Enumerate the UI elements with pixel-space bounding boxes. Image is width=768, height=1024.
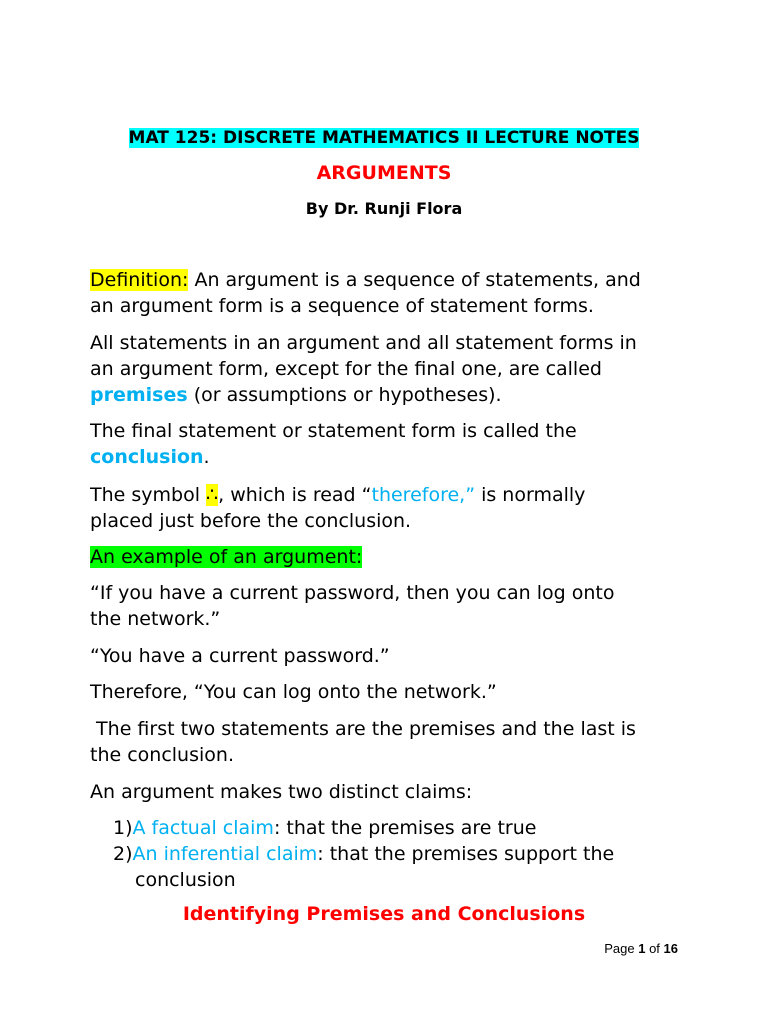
definition-text: An argument is a sequence of statements, and: [188, 269, 641, 291]
page-number-footer: [604, 941, 678, 956]
author-line: By Dr. Runji Flora: [305, 199, 463, 218]
claim-term: An inferential claim: [132, 843, 318, 865]
definition-line-2: an argument form is a sequence of statement forms.: [90, 295, 594, 317]
example-statement-3: Therefore, “You can log onto the network.”: [90, 681, 497, 703]
claim-rest: : that the premises support the: [317, 843, 615, 865]
definition-label: Definition:: [90, 269, 189, 291]
symbol-middle: , which is read “: [218, 484, 372, 506]
symbol-line-1: [90, 482, 585, 508]
example-statement-1-line-2: the network.”: [90, 608, 221, 630]
claim-number: 2): [113, 843, 133, 865]
total-pages: 16: [663, 941, 678, 956]
premises-line-3: [90, 382, 502, 408]
therefore-symbol: ∴: [206, 484, 219, 506]
premises-line-1: All statements in an argument and all statement forms in: [90, 332, 637, 354]
current-page: 1: [638, 941, 646, 956]
definition-line-1: [90, 267, 641, 293]
topic-title: ARGUMENTS: [316, 162, 452, 184]
conclusion-line-2: [90, 444, 210, 470]
example-heading: An example of an argument:: [90, 546, 363, 568]
claims-intro: An argument makes two distinct claims:: [90, 781, 473, 803]
symbol-before: The symbol: [90, 484, 207, 506]
course-title: MAT 125: DISCRETE MATHEMATICS II LECTURE NOTES: [128, 128, 640, 148]
symbol-line-2: placed just before the conclusion.: [90, 510, 412, 532]
claim-item-1: [113, 815, 536, 841]
premises-rest: (or assumptions or hypotheses).: [187, 384, 502, 406]
premises-term: premises: [90, 384, 188, 406]
conclusion-term: conclusion: [90, 446, 204, 468]
claim-rest: : that the premises are true: [273, 817, 537, 839]
claim-item-2-continuation: conclusion: [135, 869, 236, 891]
page-word: Page: [604, 941, 639, 956]
claim-item-2: [113, 841, 614, 867]
symbol-after: is normally: [475, 484, 586, 506]
claim-term: A factual claim: [132, 817, 274, 839]
therefore-term: therefore,”: [371, 484, 476, 506]
explanation-line-2: the conclusion.: [90, 744, 234, 766]
course-title-line: [0, 128, 768, 148]
section-heading: Identifying Premises and Conclusions: [182, 903, 586, 925]
example-heading-line: [90, 544, 362, 570]
explanation-line-1: The first two statements are the premises and the last is: [90, 718, 636, 740]
claim-number: 1): [113, 817, 133, 839]
example-statement-1-line-1: “If you have a current password, then you can log onto: [90, 582, 615, 604]
conclusion-line-1: The final statement or statement form is called the: [90, 420, 577, 442]
example-statement-2: “You have a current password.”: [90, 645, 390, 667]
of-word: of: [645, 941, 664, 956]
conclusion-period: .: [203, 446, 210, 468]
premises-line-2: an argument form, except for the final one, are called: [90, 358, 602, 380]
